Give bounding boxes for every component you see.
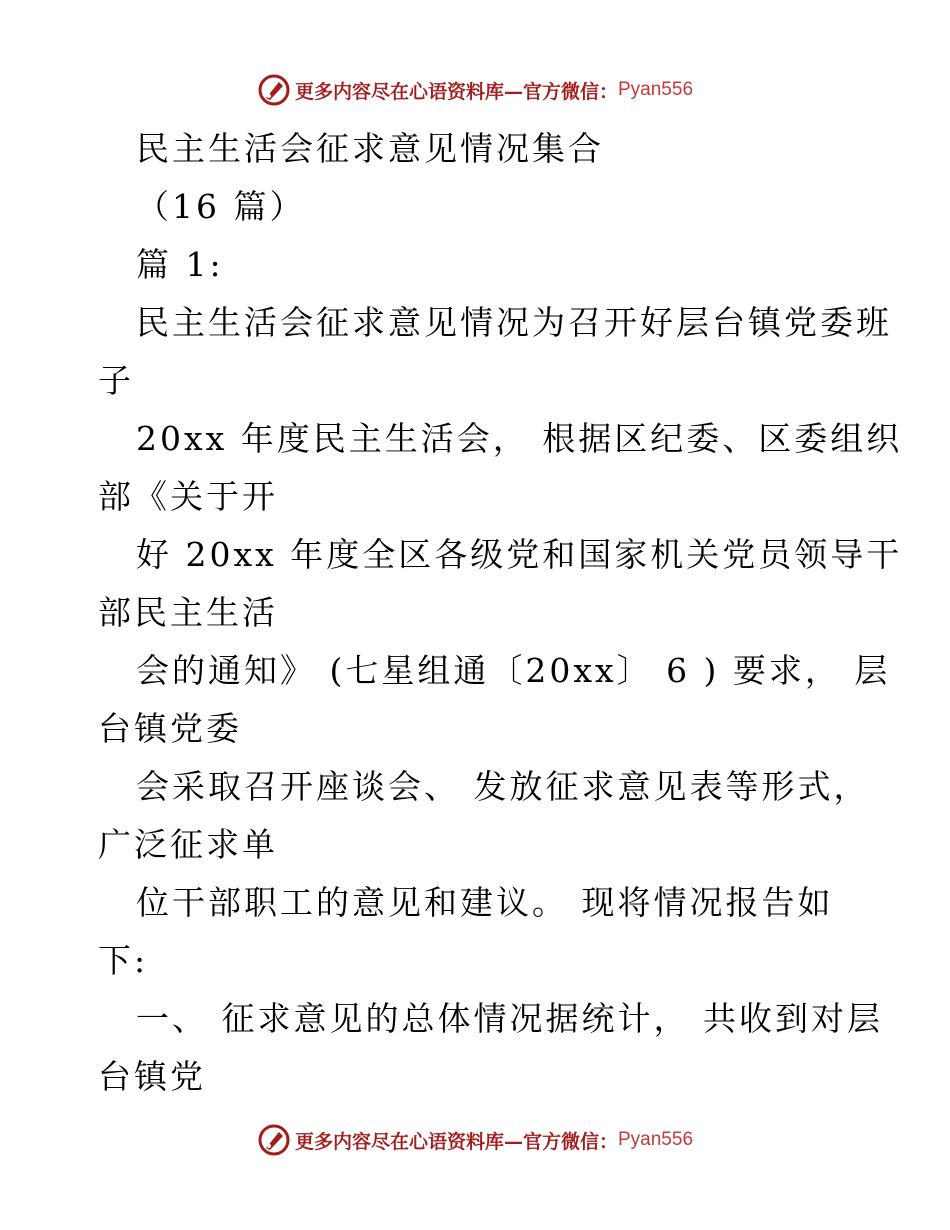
text-line: 子 — [98, 361, 134, 400]
banner-text: 更多内容尽在心语资料库—官方微信： — [294, 1130, 618, 1153]
text-line: 一、 征求意见的总体情况据统计， 共收到对层 — [136, 999, 883, 1038]
text-line: （16 篇） — [136, 187, 306, 226]
footer-watermark-banner — [0, 1120, 950, 1160]
text-line: 部民主生活 — [98, 593, 278, 632]
pen-nib-circle-logo — [257, 73, 291, 107]
header-watermark-banner — [0, 70, 950, 110]
text-line: 民主生活会征求意见情况集合 — [136, 129, 604, 168]
banner-account: Pyan556 — [618, 79, 694, 100]
text-line: 台镇党委 — [98, 709, 242, 748]
text-line: 好 20xx 年度全区各级党和国家机关党员领导干 — [136, 535, 903, 574]
banner-text: 更多内容尽在心语资料库—官方微信： — [294, 80, 618, 103]
text-line: 20xx 年度民主生活会， 根据区纪委、区委组织 — [136, 419, 903, 458]
text-line: 广泛征求单 — [98, 825, 278, 864]
banner-account: Pyan556 — [618, 1129, 694, 1150]
text-line: 民主生活会征求意见情况为召开好层台镇党委班 — [136, 303, 892, 342]
text-line: 位干部职工的意见和建议。 现将情况报告如 — [136, 883, 834, 922]
text-line: 下: — [98, 941, 149, 980]
pen-nib-circle-logo — [257, 1123, 291, 1157]
text-line: 台镇党 — [98, 1057, 206, 1096]
text-line: 部《关于开 — [98, 477, 278, 516]
document-body — [98, 120, 903, 1106]
text-line: 会采取召开座谈会、 发放征求意见表等形式， — [136, 767, 870, 806]
text-line: 会的通知》 (七星组通〔20xx〕 6 ) 要求， 层 — [136, 651, 891, 690]
text-line: 篇 1: — [136, 245, 224, 284]
